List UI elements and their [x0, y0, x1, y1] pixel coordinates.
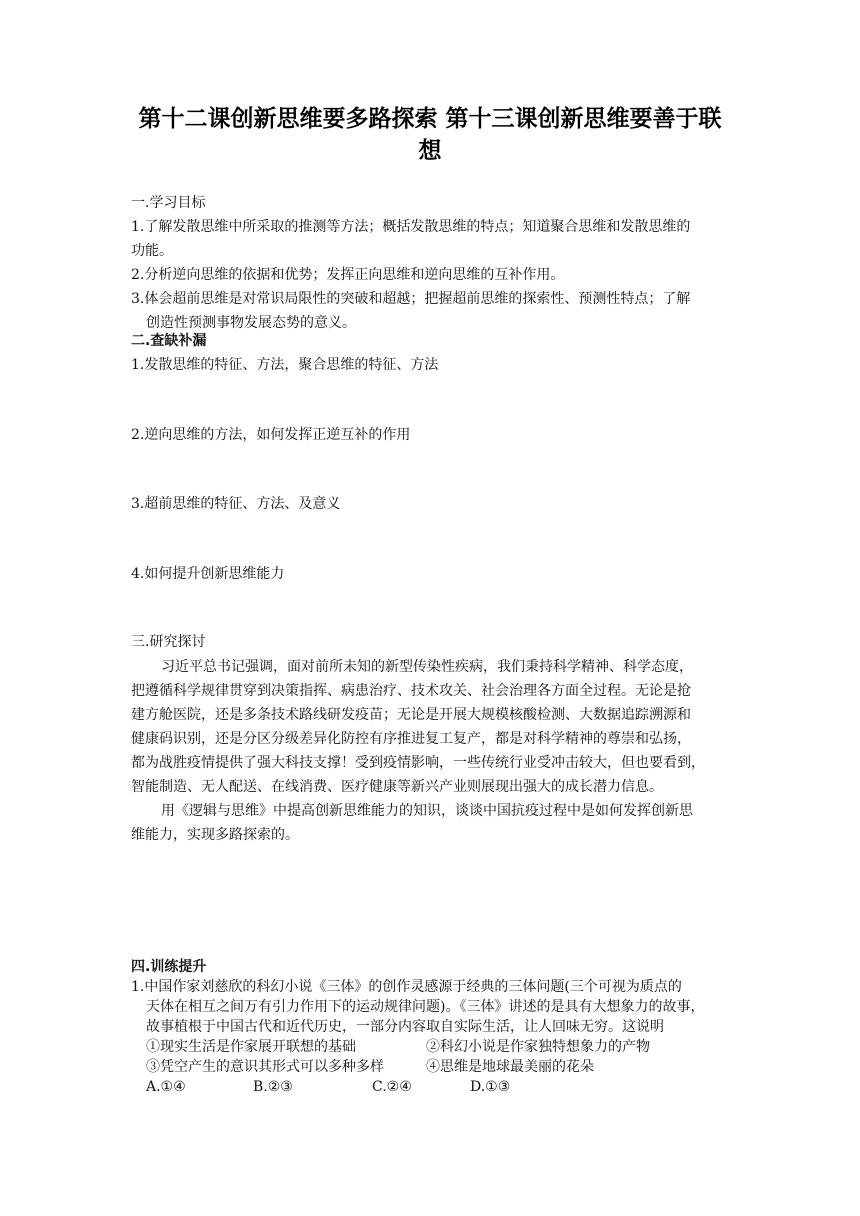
section-heading-discussion: 三.研究探讨: [131, 634, 206, 650]
question-1-line-3: 故事植根于中国古代和近代历史，一部分内容取自实际生活，让人回味无穷。这说明: [146, 1019, 664, 1035]
discussion-paragraph-line-3: 建方舱医院，还是多条技术路线研发疫苗；无论是开展大规模核酸检测、大数据追踪溯源和: [131, 707, 691, 723]
section-heading-review: 二.查缺补漏: [131, 333, 207, 349]
objective-2: 2.分析逆向思维的依据和优势；发挥正向思维和逆向思维的互补作用。: [131, 267, 565, 283]
choice-d: D.①③: [470, 1079, 511, 1095]
discussion-paragraph-line-5: 都为战胜疫情提供了强大科技支撑！受到疫情影响，一些传统行业受冲击较大，但也要看到，: [131, 755, 705, 771]
statement-3: ③凭空产生的意识其形式可以多种多样: [146, 1059, 384, 1075]
objective-1-line-2: 功能。: [131, 243, 173, 259]
statement-2: ②科幻小说是作家独特想象力的产物: [426, 1039, 650, 1055]
question-1-line-1: 1.中国作家刘慈欣的科幻小说《三体》的创作灵感源于经典的三体问题(三个可视为质点的: [131, 979, 682, 995]
discussion-paragraph-line-4: 健康码识别，还是分区分级差异化防控有序推进复工复产，都是对科学精神的尊崇和弘扬，: [131, 731, 691, 747]
discussion-task-line-1: 用《逻辑与思维》中提高创新思维能力的知识，谈谈中国抗疫过程中是如何发挥创新思: [161, 803, 693, 819]
statement-4: ④思维是地球最美丽的花朵: [426, 1059, 594, 1075]
question-1-line-2: 天体在相互之间万有引力作用下的运动规律问题)。《三体》讲述的是具有大想象力的故事，: [146, 999, 705, 1015]
choice-c: C.②④: [372, 1079, 412, 1095]
choice-a: A.①④: [146, 1079, 186, 1095]
objective-3-line-2: 创造性预测事物发展态势的意义。: [146, 315, 356, 331]
discussion-task-line-2: 维能力，实现多路探索的。: [131, 827, 299, 843]
review-item-2: 2.逆向思维的方法，如何发挥正逆互补的作用: [131, 427, 411, 443]
title-line-2: 想: [418, 138, 442, 164]
statement-1: ①现实生活是作家展开联想的基础: [146, 1039, 356, 1055]
choice-b: B.②③: [253, 1079, 293, 1095]
discussion-paragraph-line-6: 智能制造、无人配送、在线消费、医疗健康等新兴产业则展现出强大的成长潜力信息。: [131, 779, 663, 795]
section-heading-practice: 四.训练提升: [131, 959, 207, 975]
section-heading-objectives: 一.学习目标: [131, 195, 206, 211]
title-line-1: 第十二课创新思维要多路探索 第十三课创新思维要善于联: [138, 106, 722, 132]
objective-1-line-1: 1.了解发散思维中所采取的推测等方法；概括发散思维的特点；知道聚合思维和发散思维的: [131, 219, 691, 235]
page-title: [120, 103, 740, 167]
review-item-3: 3.超前思维的特征、方法、及意义: [131, 496, 341, 512]
discussion-paragraph-line-1: 习近平总书记强调，面对前所未知的新型传染性疾病，我们秉持科学精神、科学态度，: [161, 659, 693, 675]
review-item-1: 1.发散思维的特征、方法，聚合思维的特征、方法: [131, 357, 439, 373]
objective-3-line-1: 3.体会超前思维是对常识局限性的突破和超越；把握超前思维的探索性、预测性特点；了解: [131, 291, 691, 307]
discussion-paragraph-line-2: 把遵循科学规律贯穿到决策指挥、病患治疗、技术攻关、社会治理各方面全过程。无论是抢: [131, 683, 691, 699]
review-item-4: 4.如何提升创新思维能力: [131, 566, 285, 582]
